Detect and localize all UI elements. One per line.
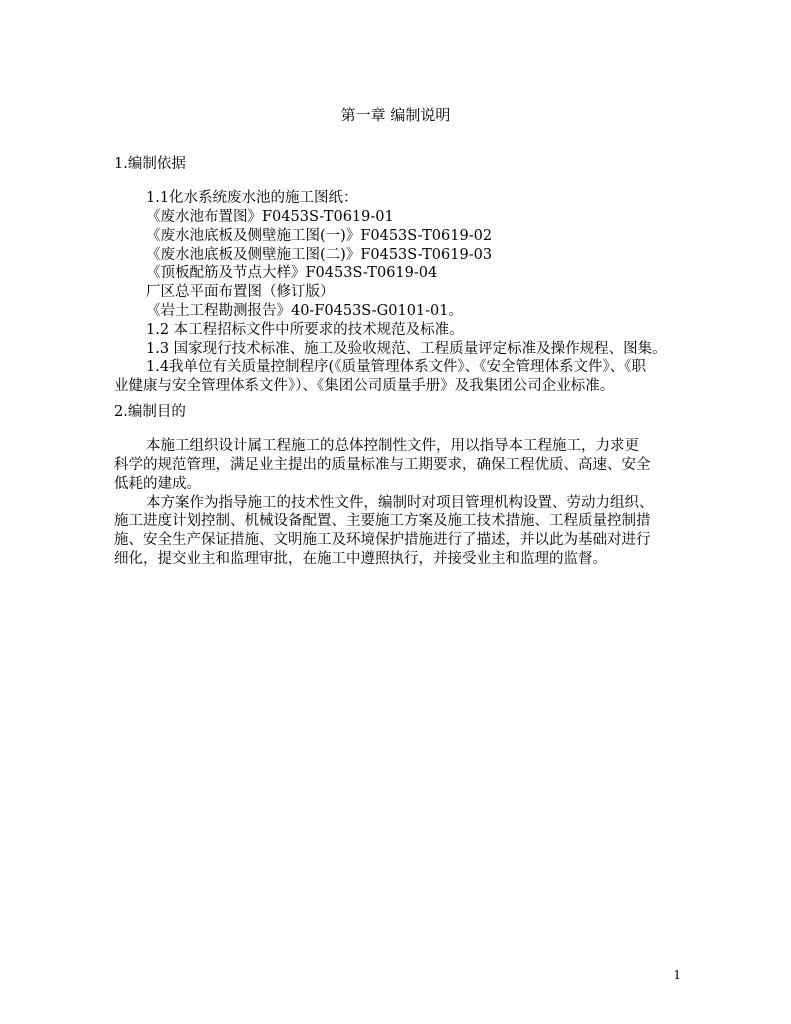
page-number: 1 [673, 968, 681, 982]
basis-line-4: 《废水池底板及侧壁施工图(二)》F0453S-T0619-03 [146, 247, 493, 263]
basis-line-2: 《废水池布置图》F0453S-T0619-01 [146, 209, 394, 225]
chapter-title: 第一章 编制说明 [340, 106, 451, 124]
basis-line-5: 《顶板配筋及节点大样》F0453S-T0619-04 [146, 265, 438, 281]
purpose-line-7: 细化，提交业主和监理审批，在施工中遵照执行，并接受业主和监理的监督。 [114, 551, 607, 567]
purpose-line-2: 科学的规范管理，满足业主提出的质量标准与工期要求，确保工程优质、高速、安全 [114, 457, 651, 473]
basis-line-11: 业健康与安全管理体系文件》）、《集团公司质量手册》及我集团公司企业标准。 [114, 378, 615, 394]
basis-line-1: 1.1化水系统废水池的施工图纸： [146, 190, 358, 206]
section-heading-purpose: 2.编制目的 [114, 404, 186, 420]
basis-line-6: 厂区总平面布置图（修订版） [146, 284, 335, 300]
purpose-line-1: 本施工组织设计属工程施工的总体控制性文件，用以指导本工程施工，力求更 [146, 438, 639, 454]
basis-line-10: 1.4我单位有关质量控制程序(《质量管理体系文件》、《安全管理体系文件》、《职 [146, 359, 646, 375]
basis-line-8: 1.2 本工程招标文件中所要求的技术规范及标准。 [146, 322, 464, 338]
section-heading-basis: 1.编制依据 [114, 156, 186, 172]
purpose-line-6: 施、安全生产保证措施、文明施工及环境保护措施进行了描述，并以此为基础对进行 [114, 532, 651, 548]
purpose-line-5: 施工进度计划控制、机械设备配置、主要施工方案及施工技术措施、工程质量控制措 [114, 513, 651, 529]
basis-line-9: 1.3 国家现行技术标准、施工及验收规范、工程质量评定标准及操作规程、图集。 [146, 341, 667, 357]
basis-line-3: 《废水池底板及侧壁施工图(一)》F0453S-T0619-02 [146, 228, 493, 244]
purpose-line-3: 低耗的建成。 [114, 476, 201, 492]
purpose-line-4: 本方案作为指导施工的技术性文件，编制时对项目管理机构设置、劳动力组织、 [146, 495, 654, 511]
basis-line-7: 《岩土工程勘测报告》40-F0453S-G0101-01。 [146, 303, 464, 319]
